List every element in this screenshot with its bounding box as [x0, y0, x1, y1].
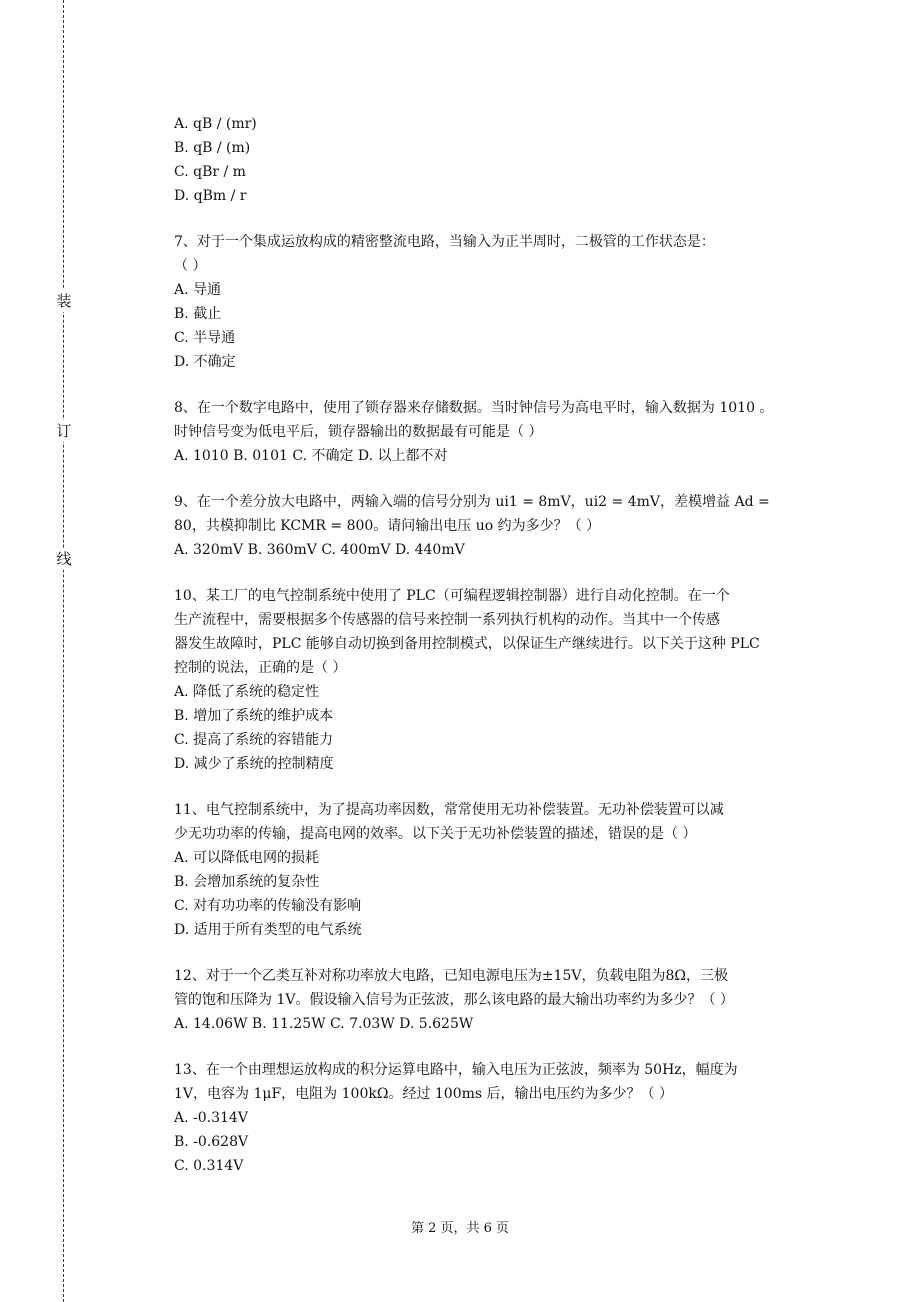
page-number: 第 2 页，共 6 页 [410, 1221, 510, 1236]
question-stem-line: 7、对于一个集成运放构成的精密整流电路，当输入为正半周时，二极管的工作状态是： [174, 234, 715, 250]
answer-option: A. 320mV B. 360mV C. 400mV D. 440mV [174, 542, 465, 558]
answer-option: C. 半导通 [174, 330, 236, 346]
answer-option: D. 适用于所有类型的电气系统 [174, 922, 362, 938]
question-stem-line: 80，共模抑制比 KCMR = 800。请问输出电压 uo 约为多少？（ ） [174, 518, 601, 534]
question-stem-line: （ ） [174, 258, 207, 274]
binding-char-ding: 订 [53, 420, 75, 442]
question-stem-line: 8、在一个数字电路中，使用了锁存器来存储数据。当时钟信号为高电平时，输入数据为 1010 。 [174, 400, 774, 416]
answer-option: A. 可以降低电网的损耗 [174, 850, 320, 866]
answer-option: A. -0.314V [174, 1110, 248, 1126]
answer-option: B. 截止 [174, 306, 222, 322]
answer-option: C. 提高了系统的容错能力 [174, 732, 334, 748]
question-block [174, 230, 834, 374]
question-stem-line: 管的饱和压降为 1V。假设输入信号为正弦波，那么该电路的最大输出功率约为多少？（ ） [174, 992, 734, 1008]
question-stem-line: 1V，电容为 1μF，电阻为 100kΩ。经过 100ms 后，输出电压约为多少？（ ） [174, 1086, 673, 1102]
binding-char-xian: 线 [53, 548, 75, 570]
answer-option: C. 对有功功率的传输没有影响 [174, 898, 362, 914]
question-block [174, 112, 834, 208]
question-stem-line: 少无功功率的传输，提高电网的效率。以下关于无功补偿装置的描述，错误的是（ ） [174, 826, 697, 842]
binding-char-zhuang: 装 [53, 290, 75, 312]
answer-option: C. qBr / m [174, 164, 246, 180]
question-block [174, 964, 834, 1036]
question-stem-line: 10、某工厂的电气控制系统中使用了 PLC（可编程逻辑控制器）进行自动化控制。在一个 [174, 588, 730, 604]
question-list [174, 112, 834, 1178]
answer-option: D. qBm / r [174, 188, 247, 204]
answer-option: B. 增加了系统的维护成本 [174, 708, 334, 724]
binding-dashed-line [63, 0, 64, 1302]
question-block [174, 1058, 834, 1178]
question-block [174, 396, 834, 468]
answer-option: B. -0.628V [174, 1134, 249, 1150]
question-stem-line: 11、电气控制系统中，为了提高功率因数，常常使用无功补偿装置。无功补偿装置可以减 [174, 802, 724, 818]
question-stem-line: 13、在一个由理想运放构成的积分运算电路中，输入电压为正弦波，频率为 50Hz，幅度为 [174, 1062, 738, 1078]
answer-option: A. qB / (mr) [174, 116, 257, 132]
question-stem-line: 器发生故障时，PLC 能够自动切换到备用控制模式，以保证生产继续进行。以下关于这种 PLC [174, 636, 760, 652]
answer-option: D. 不确定 [174, 354, 236, 370]
question-block [174, 490, 834, 562]
question-stem-line: 生产流程中，需要根据多个传感器的信号来控制一系列执行机构的动作。当其中一个传感 [174, 612, 720, 628]
answer-option: D. 减少了系统的控制精度 [174, 756, 334, 772]
question-block [174, 798, 834, 942]
answer-option: C. 0.314V [174, 1158, 244, 1174]
question-stem-line: 12、对于一个乙类互补对称功率放大电路，已知电源电压为±15V，负载电阻为8Ω，三极 [174, 968, 728, 984]
question-stem-line: 时钟信号变为低电平后，锁存器输出的数据最有可能是（ ） [174, 424, 543, 440]
answer-option: B. qB / (m) [174, 140, 251, 156]
answer-option: A. 1010 B. 0101 C. 不确定 D. 以上都不对 [174, 448, 448, 464]
question-block [174, 584, 834, 776]
answer-option: A. 导通 [174, 282, 222, 298]
answer-option: B. 会增加系统的复杂性 [174, 874, 320, 890]
answer-option: A. 降低了系统的稳定性 [174, 684, 320, 700]
question-stem-line: 控制的说法，正确的是（ ） [174, 660, 347, 676]
answer-option: A. 14.06W B. 11.25W C. 7.03W D. 5.625W [174, 1016, 474, 1032]
question-stem-line: 9、在一个差分放大电路中，两输入端的信号分别为 ui1 = 8mV，ui2 = 4mV，差模增益 Ad = [174, 494, 770, 510]
